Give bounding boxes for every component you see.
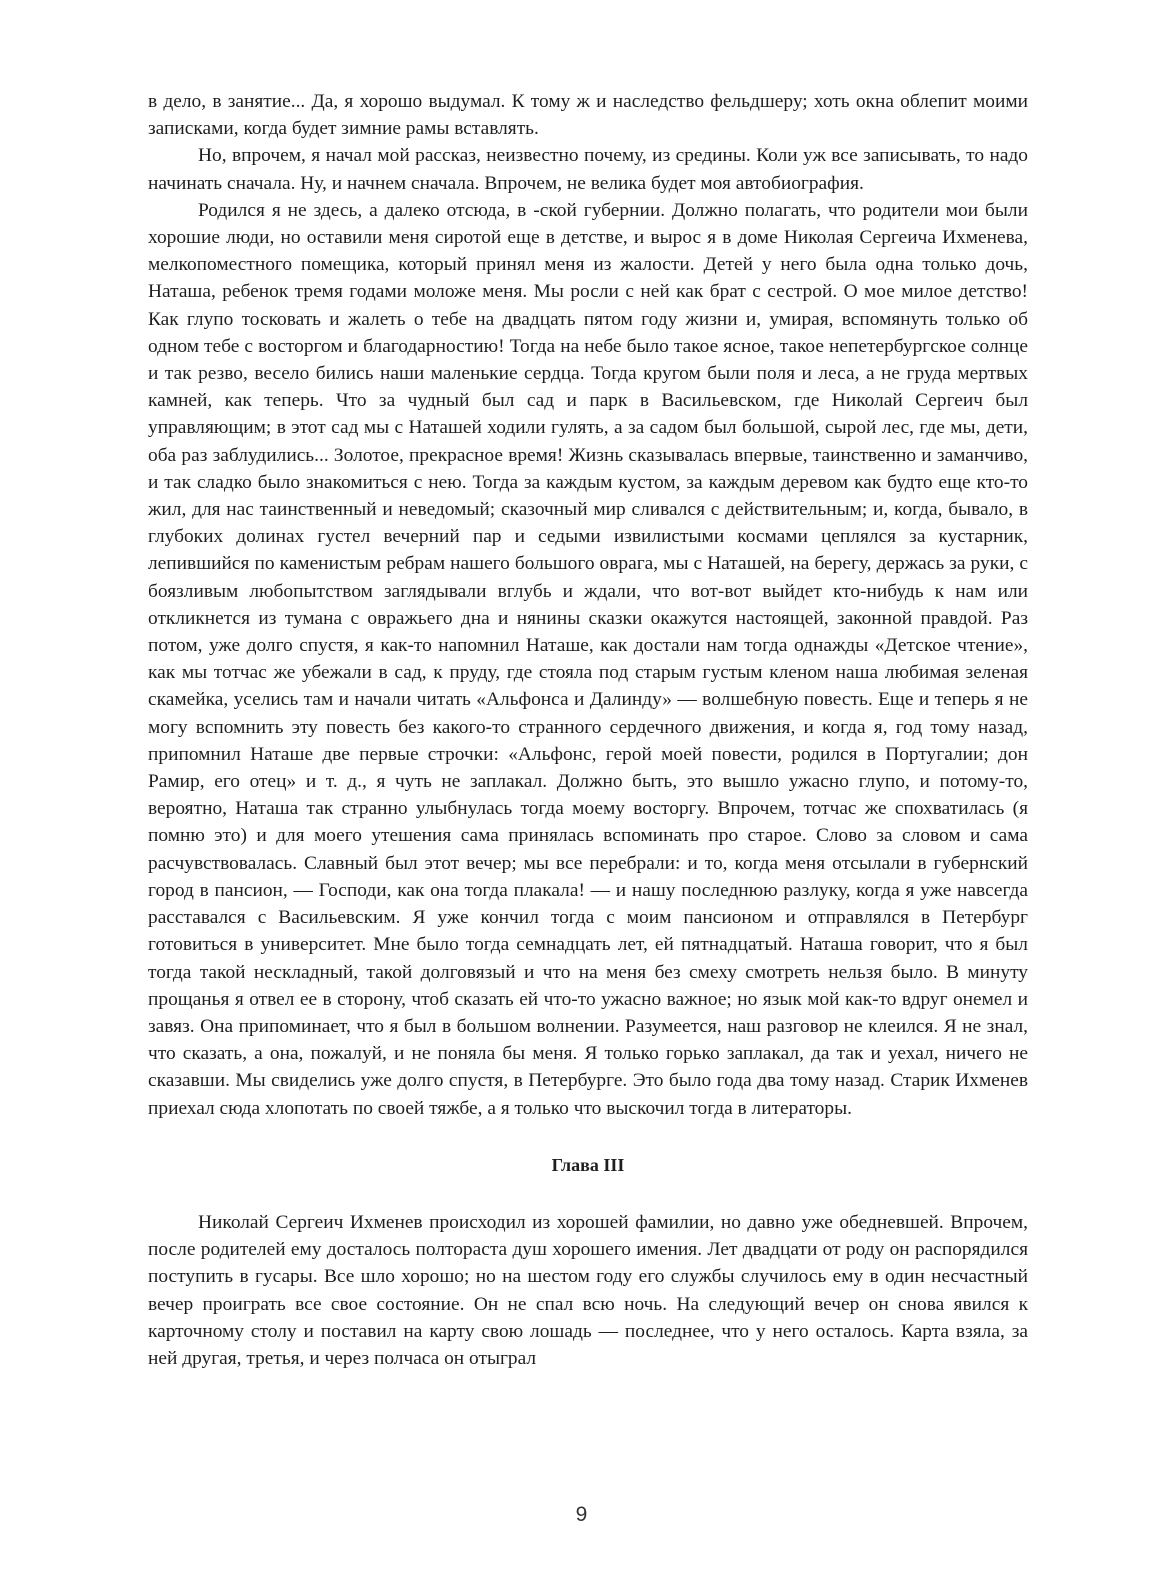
paragraph: Но, впрочем, я начал мой рассказ, неизвестно почему, из средины. Коли уж все записывать, то надо начинать сначала. Ну, и начнем сначала. Впрочем, не велика будет моя автобиография. [148, 145, 1028, 194]
paragraph: Родился я не здесь, а далеко отсюда, в -ской губернии. Должно полагать, что родители мои были хорошие люди, но оставили меня сиротой еще в детстве, и вырос я в доме Николая Сергеича Ихменева, мелкопоместного помещика, который принял меня из жалости. Детей у него была одна только дочь, Наташа, ребенок тремя годами моложе меня. Мы росли с ней как брат с сестрой. О мое милое детство! Как глупо тосковать и жалеть о тебе на двадцать пятом году жизни и, умирая, вспомянуть только об одном тебе с восторгом и благодарностию! Тогда на небе было такое ясное, такое непетербургское солнце и так резво, весело бились наши маленькие сердца. Тогда кругом были поля и леса, а не груда мертвых камней, как теперь. Что за чудный был сад и парк в Васильевском, где Николай Сергеич был управляющим; в этот сад мы с Наташей ходили гулять, а за садом был большой, сырой лес, где мы, дети, оба раз заблудились... Золотое, прекрасное время! Жизнь сказывалась впервые, таинственно и заманчиво, и так сладко было знакомиться с нею. Тогда за каждым кустом, за каждым деревом как будто еще кто-то жил, для нас таинственный и неведомый; сказочный мир сливался с действительным; и, когда, бывало, в глубоких долинах густел вечерний пар и седыми извилистыми космами цеплялся за кустарник, лепившийся по каменистым ребрам нашего большого оврага, мы с Наташей, на берегу, держась за руки, с боязливым любопытством заглядывали вглубь и ждали, что вот-вот выйдет кто-нибудь к нам или откликнется из тумана с овражьего дна и нянины сказки окажутся настоящей, законной правдой. Раз потом, уже долго спустя, я как-то напомнил Наташе, как достали нам тогда однажды «Детское чтение», как мы тотчас же убежали в сад, к пруду, где стояла под старым густым кленом наша любимая зеленая скамейка, уселись там и начали читать «Альфонса и Далинду» — волшебную повесть. Еще и теперь я не могу вспомнить эту повесть без какого-то странного сердечного движения, и когда я, год тому назад, припомнил Наташе две первые строчки: «Альфонс, герой моей повести, родился в Португалии; дон Рамир, его отец» и т. д., я чуть не заплакал. Должно быть, это вышло ужасно глупо, и потому-то, вероятно, Наташа так странно улыбнулась тогда моему восторгу. Впрочем, тотчас же спохватилась (я помню это) и для моего утешения сама принялась вспоминать про старое. Слово за словом и сама расчувствовалась. Славный был этот вечер; мы все перебрали: и то, когда меня отсылали в губернский город в пансион, — Господи, как она тогда плакала! — и нашу последнюю разлуку, когда я уже навсегда расставался с Васильевским. Я уже кончил тогда с моим пансионом и отправлялся в Петербург готовиться в университет. Мне было тогда семнадцать лет, ей пятнадцатый. Наташа говорит, что я был тогда такой нескладный, такой долговязый и что на меня без смеху смотреть нельзя было. В минуту прощанья я отвел ее в сторону, чтоб сказать ей что-то ужасно важное; но язык мой как-то вдруг онемел и завяз. Она припоминает, что я был в большом волнении. Разумеется, наш разговор не клеился. Я не знал, что сказать, а она, пожалуй, и не поняла бы меня. Я только горько заплакал, да так и уехал, ничего не сказавши. Мы свиделись уже долго спустя, в Петербурге. Это было года два тому назад. Старик Ихменев приехал сюда хлопотать по своей тяжбе, а я только что выскочил тогда в литераторы. [148, 199, 1028, 1119]
paragraph: Николай Сергеич Ихменев происходил из хорошей фамилии, но давно уже обедневшей. Впрочем, после родителей ему досталось полтораста душ хорошего имения. Лет двадцати от роду он распорядился поступить в гусары. Все шло хорошо; но на шестом году его службы случилось ему в один несчастный вечер проиграть все свое состояние. Он не спал всю ночь. На следующий вечер он снова явился к карточному столу и поставил на карту свою лошадь — последнее, что у него осталось. Карта взяла, за ней другая, третья, и через полчаса он отыграл [148, 1211, 1028, 1369]
chapter-title: Глава III [551, 1154, 625, 1175]
page-number: 9 [575, 1503, 588, 1526]
book-page [148, 88, 1028, 1372]
section-1 [148, 88, 1028, 1122]
section-2 [148, 1209, 1028, 1372]
paragraph: в дело, в занятие... Да, я хорошо выдумал. К тому ж и наследство фельдшеру; хоть окна облепит моими записками, когда будет зимние рамы вставлять. [148, 91, 1028, 140]
